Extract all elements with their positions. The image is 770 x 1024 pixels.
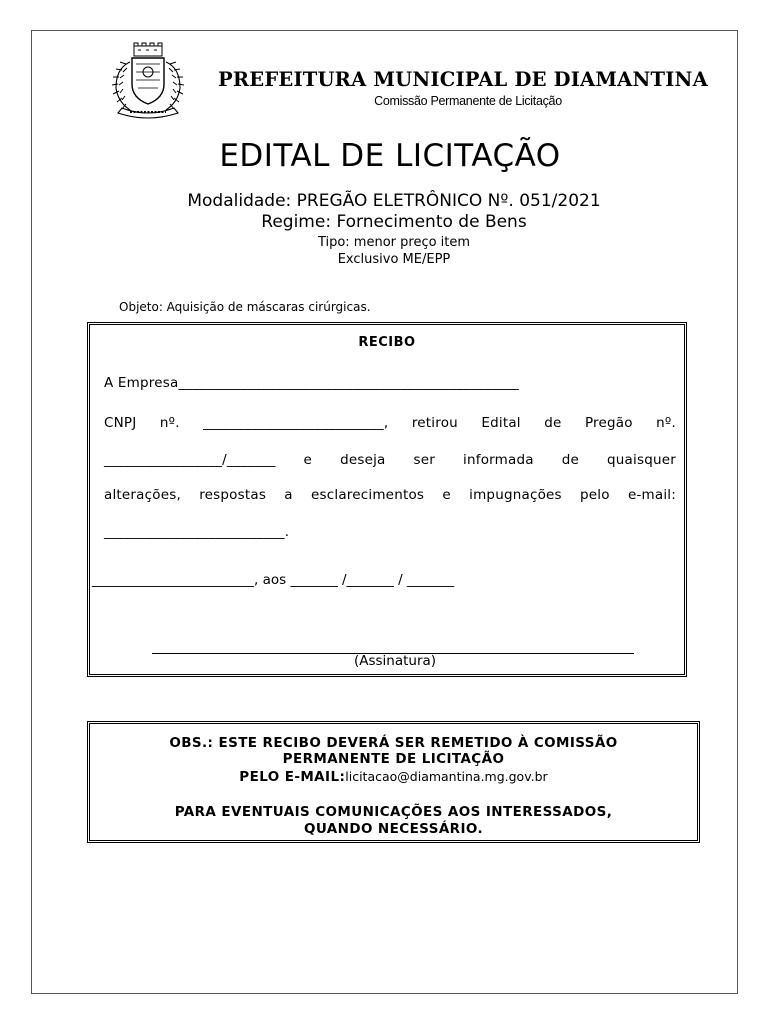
obs-email-label: PELO E-MAIL: xyxy=(239,769,346,785)
receipt-line-pregao: _________________/_______ e deseja ser informada de quaisquer xyxy=(104,452,676,468)
obs-email-line xyxy=(90,769,697,785)
obs-box xyxy=(87,721,700,843)
objeto: Objeto: Aquisição de máscaras cirúrgicas. xyxy=(119,300,371,314)
receipt-title: RECIBO xyxy=(358,335,416,350)
obs-line-2: PERMANENTE DE LICITAÇÃO xyxy=(282,751,505,767)
regime: Regime: Fornecimento de Bens xyxy=(261,212,527,232)
receipt-line-alteracoes: alterações, respostas a esclarecimentos e impugnações pelo e-mail: xyxy=(104,487,676,503)
municipal-coat-of-arms-icon xyxy=(108,42,188,120)
obs-line-5: QUANDO NECESSÁRIO. xyxy=(303,821,483,837)
receipt-line-date: ________________________, aos _______ /_______ / _______ xyxy=(92,572,455,588)
org-name: PREFEITURA MUNICIPAL DE DIAMANTINA xyxy=(218,68,708,91)
obs-line-4: PARA EVENTUAIS COMUNICAÇÕES AOS INTERESSADOS, xyxy=(174,804,613,820)
obs-line-1: OBS.: ESTE RECIBO DEVERÁ SER REMETIDO À COMISSÃO xyxy=(169,735,618,751)
tipo: Tipo: menor preço item xyxy=(317,235,471,250)
signature-label: (Assinatura) xyxy=(353,653,437,669)
obs-email-value: licitacao@diamantina.mg.gov.br xyxy=(345,769,548,784)
receipt-box xyxy=(87,322,687,677)
receipt-line-empresa: A Empresa_________________________________________________ xyxy=(104,375,519,391)
modalidade: Modalidade: PREGÃO ELETRÔNICO Nº. 051/2021 xyxy=(187,191,601,211)
document-title: EDITAL DE LICITAÇÃO xyxy=(219,138,561,174)
receipt-line-email: __________________________. xyxy=(104,524,290,540)
exclusivo: Exclusivo ME/EPP xyxy=(337,252,451,267)
org-subtitle: Comissão Permanente de Licitação xyxy=(374,94,562,108)
receipt-line-cnpj: CNPJ nº. __________________________, retirou Edital de Pregão nº. xyxy=(104,415,676,431)
